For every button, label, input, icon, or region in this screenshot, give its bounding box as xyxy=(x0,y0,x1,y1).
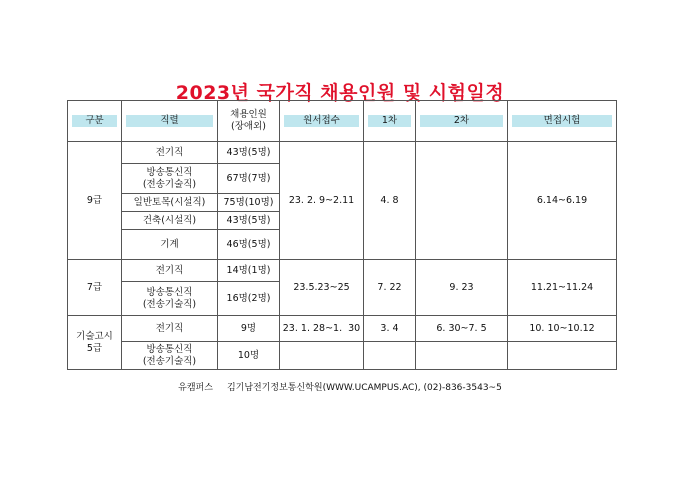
header-grade: 구분 xyxy=(68,101,122,142)
grade-cell: 9급 xyxy=(68,142,122,260)
position-cell: 전기직 xyxy=(122,260,218,282)
position-cell: 기계 xyxy=(122,230,218,260)
table-row xyxy=(68,142,617,164)
count-cell: 75명(10명) xyxy=(218,194,280,212)
header-position: 직렬 xyxy=(122,101,218,142)
interview-cell: 10. 10~10.12 xyxy=(508,316,617,342)
page-title: 2023년 국가직 채용인원 및 시험일정 xyxy=(175,82,505,104)
position-cell: 전기직 xyxy=(122,142,218,164)
header-count: 채용인원(장애외) xyxy=(218,101,280,142)
application-cell xyxy=(280,342,364,370)
first-exam-cell xyxy=(364,342,416,370)
grade-cell: 7급 xyxy=(68,260,122,316)
footer-contact: 김기남전기정보통신학원(WWW.UCAMPUS.AC), (02)-836-3543~5 xyxy=(226,383,502,393)
count-cell: 67명(7명) xyxy=(218,164,280,194)
first-exam-cell: 3. 4 xyxy=(364,316,416,342)
table-header-row xyxy=(68,101,617,142)
table-row xyxy=(68,316,617,342)
position-cell: 방송통신직 (전송기술직) xyxy=(122,164,218,194)
count-cell: 43명(5명) xyxy=(218,212,280,230)
footer xyxy=(0,380,680,393)
first-exam-cell: 7. 22 xyxy=(364,260,416,316)
position-cell: 건축(시설직) xyxy=(122,212,218,230)
count-cell: 14명(1명) xyxy=(218,260,280,282)
first-exam-cell: 4. 8 xyxy=(364,142,416,260)
second-exam-cell xyxy=(416,342,508,370)
interview-cell xyxy=(508,342,617,370)
application-cell: 23. 1. 28~1. 30 xyxy=(280,316,364,342)
count-cell: 9명 xyxy=(218,316,280,342)
count-cell: 46명(5명) xyxy=(218,230,280,260)
count-cell: 16명(2명) xyxy=(218,282,280,316)
interview-cell: 6.14~6.19 xyxy=(508,142,617,260)
header-interview: 면접시험 xyxy=(508,101,617,142)
position-cell: 일반토목(시설직) xyxy=(122,194,218,212)
count-cell: 43명(5명) xyxy=(218,142,280,164)
interview-cell: 11.21~11.24 xyxy=(508,260,617,316)
header-first: 1차 xyxy=(364,101,416,142)
grade-cell: 기술고시 5급 xyxy=(68,316,122,370)
table-row xyxy=(68,260,617,282)
second-exam-cell xyxy=(416,142,508,260)
schedule-table xyxy=(67,100,617,370)
table-row xyxy=(68,342,617,370)
application-cell: 23.5.23~25 xyxy=(280,260,364,316)
count-cell: 10명 xyxy=(218,342,280,370)
position-cell: 방송통신직 (전송기술직) xyxy=(122,342,218,370)
position-cell: 방송통신직 (전송기술직) xyxy=(122,282,218,316)
footer-brand: 유캠퍼스 xyxy=(178,383,213,393)
application-cell: 23. 2. 9~2.11 xyxy=(280,142,364,260)
position-cell: 전기직 xyxy=(122,316,218,342)
second-exam-cell: 6. 30~7. 5 xyxy=(416,316,508,342)
second-exam-cell: 9. 23 xyxy=(416,260,508,316)
header-second: 2차 xyxy=(416,101,508,142)
header-application: 원서접수 xyxy=(280,101,364,142)
